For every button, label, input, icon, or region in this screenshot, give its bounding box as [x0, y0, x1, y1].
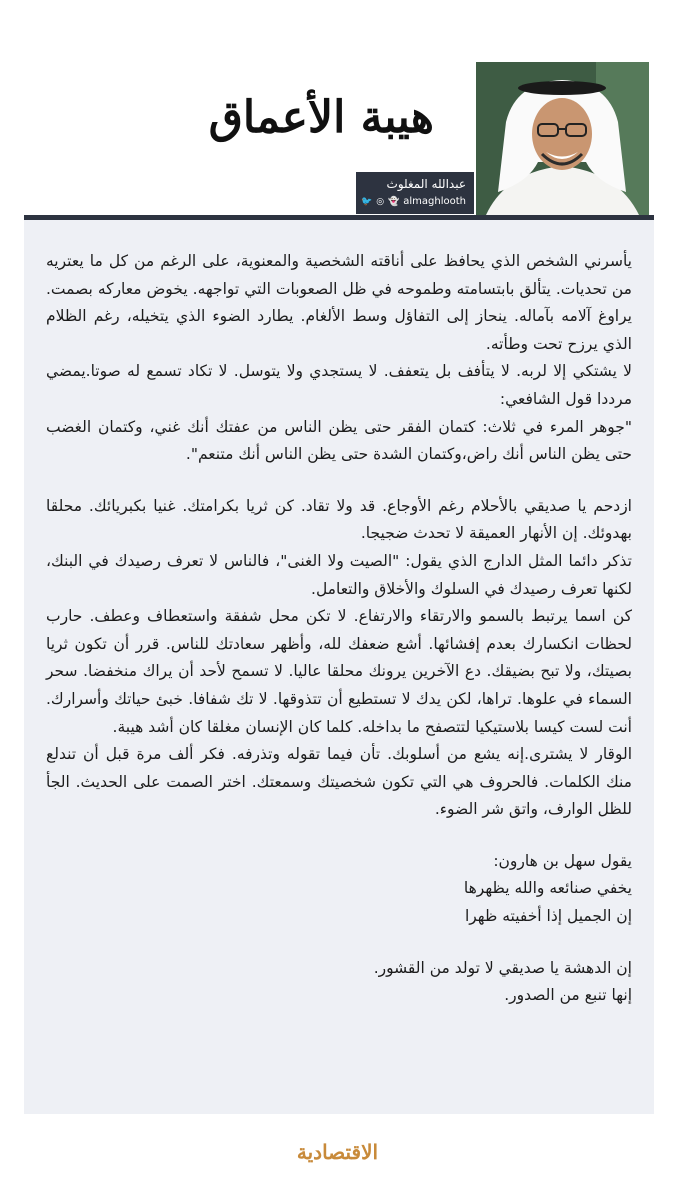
author-photo — [476, 62, 649, 215]
paragraph-2: لا يشتكي إلا لربه. لا يتأفف بل يتعفف. لا يستجدي ولا يتوسل. لا تكاد تسمع له صوتا.يمضي مرددا قول الشافعي: — [46, 362, 632, 408]
snapchat-icon[interactable]: 👻 — [388, 197, 400, 207]
instagram-icon[interactable]: ◎ — [376, 197, 385, 207]
article-title: هيبة الأعماق — [208, 92, 434, 143]
closing-line-2: إنها تنبع من الصدور. — [504, 986, 632, 1005]
author-handle[interactable]: almaghlooth — [403, 196, 466, 207]
social-row — [360, 194, 466, 210]
poem-intro: يقول سهل بن هارون: — [493, 851, 632, 870]
closing-block — [46, 955, 632, 1010]
spacer — [46, 824, 632, 848]
paragraph-7: الوقار لا يشترى.إنه يشع من أسلوبك. تأن فيما تقوله وتذرفه. فكر ألف مرة قبل أن تندلع منك الكلمات. فالحروف هي التي تكون شخصيتك وسمعتك. اختر الصمت على الحديث. الجأ للظل الوارف، واتق شر الضوء. — [46, 745, 632, 819]
author-byline — [356, 172, 474, 214]
poem-line-1: يخفي صنائعه والله يظهرها — [463, 879, 632, 898]
article-body — [24, 220, 654, 1114]
paragraph-5: تذكر دائما المثل الدارج الذي يقول: "الصيت ولا الغنى"، فالناس لا تعرف رصيدك في البنك، لكنها تعرف رصيدك في السلوك والأخلاق والتعامل. — [46, 551, 632, 598]
twitter-icon[interactable]: 🐦 — [360, 197, 373, 207]
quote-shafii: "جوهر المرء في ثلاث: كتمان الفقر حتى يظن الناس من عفتك أنك غني، وكتمان الغضب حتى يظن الناس أنك راض،وكتمان الشدة حتى يظن الناس أنك متنعم". — [46, 417, 632, 464]
article-header — [24, 62, 654, 220]
poem-block — [46, 848, 632, 931]
author-portrait-image — [476, 62, 649, 215]
paragraph-4: ازدحم يا صديقي بالأحلام رغم الأوجاع. قد ولا تقاد. كن ثريا بكرامتك. غنيا بكبريائك. محلقا بهدوئك. إن الأنهار العميقة لا تحدث ضجيجا. — [46, 496, 632, 543]
closing-line-1: إن الدهشة يا صديقي لا تولد من القشور. — [373, 958, 632, 977]
paragraph-6: كن اسما يرتبط بالسمو والارتقاء والارتفاع. لا تكن محل شفقة واستعطاف وعطف. حارب لحظات انكسارك بعدم إفشائها. أشع ضعفك لله، وأظهر سعادتك للناس. قرر أن تكون ثريا بصيتك، ولا تبح بضيقك. دع الآخرين يرونك محلقا عاليا. لا تسمح لأحد أن يراك منخفضا. سحر السماء في علوها. تراها، لكن يدك لا تستطيع أن تتذوقها. لا تك شفافا. خبئ حياتك وأسرارك. أنت لست كيسا بلاستيكيا لتتصفح ما بداخله. كلما كان الإنسان مغلقا كان أشد هيبة. — [46, 607, 632, 736]
author-name: عبدالله المغلوث — [386, 177, 466, 191]
spacer — [46, 469, 632, 493]
paragraph-1: يأسرني الشخص الذي يحافظ على أناقته الشخصية والمعنوية، على الرغم من كل ما يعتريه من تحديات. يتألق بابتسامته وطموحه في ظل الصعوبات التي تواجهه. يخوض معاركه بصمت. يراوغ آلامه بآماله. ينحاز إلى التفاؤل وسط الألغام. يطارد الضوء الذي يتخيله، رغم الظلام الذي يرزح تحت وطأته. — [46, 252, 632, 353]
publication-logo: الاقتصادية — [296, 1140, 379, 1164]
spacer — [46, 931, 632, 955]
poem-line-2: إن الجميل إذا أخفيته ظهرا — [464, 907, 632, 926]
